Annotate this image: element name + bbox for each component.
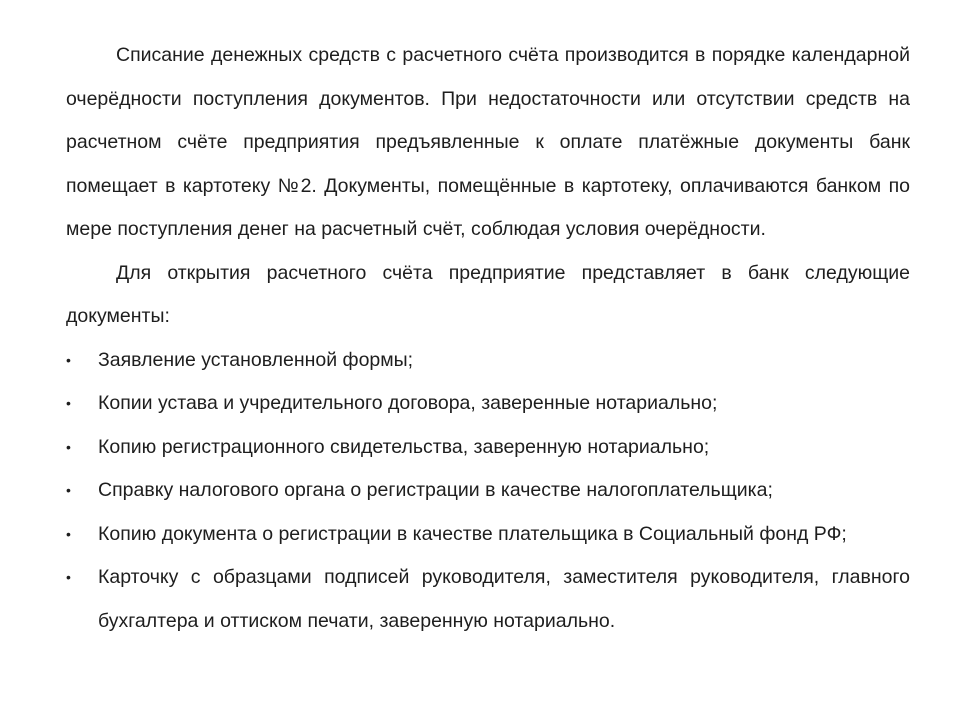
list-item	[66, 513, 910, 557]
list-item-text: Справку налогового органа о регистрации в качестве налогоплательщика;	[98, 479, 773, 501]
list-item	[66, 426, 910, 470]
list-item-text: Копию документа о регистрации в качестве плательщика в Социальный фонд РФ;	[98, 522, 847, 545]
required-documents-list	[66, 339, 910, 644]
paragraph-debiting-order: Списание денежных средств с расчетного счёта производится в порядке календарной очерёдности поступления документов. При недостаточности или отсутствии средств на расчетном счёте предприятия предъявленные к оплате платёжные документы банк помещает в картотеку №2. Документы, помещённые в картотеку, оплачиваются банком по мере поступления денег на расчетный счёт, соблюдая условия очерёдности.	[66, 44, 910, 240]
bullet-icon: •	[66, 482, 71, 498]
bullet-icon: •	[66, 395, 71, 411]
list-item-text: Копии устава и учредительного договора, заверенные нотариально;	[98, 392, 718, 414]
list-item	[66, 382, 910, 426]
paragraph-account-opening-intro: Для открытия расчетного счёта предприятие представляет в банк следующие документы:	[66, 261, 910, 327]
bullet-icon: •	[66, 351, 71, 368]
bullet-icon: •	[66, 569, 71, 585]
bullet-icon: •	[66, 525, 71, 542]
bullet-icon: •	[66, 438, 71, 455]
list-item-text: Заявление установленной формы;	[98, 348, 414, 371]
slide-body	[66, 34, 910, 643]
list-item	[66, 339, 910, 383]
list-item	[66, 556, 910, 643]
list-item	[66, 469, 910, 513]
list-item-text: Копию регистрационного свидетельства, заверенную нотариально;	[98, 435, 710, 458]
list-item-text: Карточку с образцами подписей руководителя, заместителя руководителя, главного бухгалтера и оттиском печати, заверенную нотариально.	[98, 566, 910, 632]
